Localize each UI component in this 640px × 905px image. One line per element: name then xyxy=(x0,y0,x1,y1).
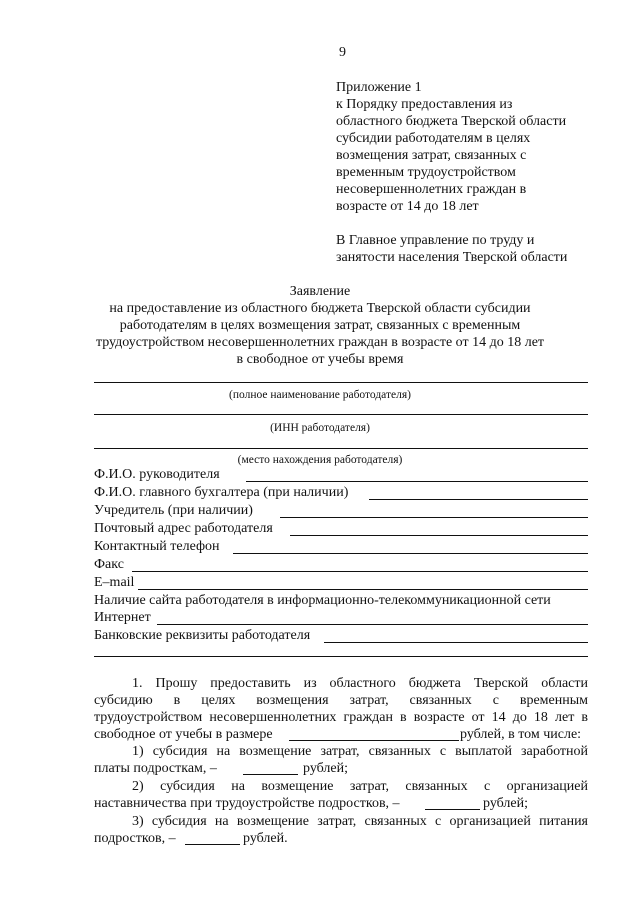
title-line: работодателям в целях возмещения затрат, связанных с временным xyxy=(119,318,521,333)
paragraph-1-line: субсидию в целях возмещения затрат, связанных с временным xyxy=(94,693,588,708)
accountant-field[interactable] xyxy=(369,499,588,500)
item-3-line: рублей. xyxy=(243,831,288,846)
total-amount-field[interactable] xyxy=(289,740,459,741)
website-label-cont: Интернет xyxy=(94,610,151,625)
addressee-line: В Главное управление по труду и xyxy=(336,233,535,248)
appendix-line: временным трудоустройством xyxy=(336,165,516,180)
item-3-line: подростков, – xyxy=(94,831,176,846)
page-number: 9 xyxy=(339,45,346,60)
item-2-line: рублей; xyxy=(483,796,528,811)
item-2-line: наставничества при трудоустройстве подростков, – xyxy=(94,796,400,811)
item-1-line: 1) субсидия на возмещение затрат, связанных с выплатой заработной xyxy=(132,744,588,759)
postal-field[interactable] xyxy=(290,535,588,536)
title-line: трудоустройством несовершеннолетних граждан в возрасте от 14 до 18 лет xyxy=(95,335,545,350)
employer-name-caption: (полное наименование работодателя) xyxy=(229,389,411,401)
appendix-line: Приложение 1 xyxy=(336,80,422,95)
mentoring-amount-field[interactable] xyxy=(425,809,480,810)
appendix-line: к Порядку предоставления из xyxy=(336,97,513,112)
employer-name-line[interactable] xyxy=(94,382,588,383)
item-3-line: 3) субсидия на возмещение затрат, связанных с организацией питания xyxy=(132,814,588,829)
addressee-line: занятости населения Тверской области xyxy=(336,250,568,265)
appendix-line: субсидии работодателям в целях xyxy=(336,131,531,146)
location-line[interactable] xyxy=(94,448,588,449)
meals-amount-field[interactable] xyxy=(185,844,240,845)
bank-label: Банковские реквизиты работодателя xyxy=(94,628,311,643)
director-label: Ф.И.О. руководителя xyxy=(94,467,220,482)
item-1-line: платы подросткам, – xyxy=(94,761,217,776)
bank-field[interactable] xyxy=(324,642,588,643)
title-line: в свободное от учебы время xyxy=(236,352,404,367)
paragraph-1-line: трудоустройством несовершеннолетних граждан в возрасте от 14 до 18 лет в xyxy=(94,710,588,725)
title-line: на предоставление из областного бюджета Тверской области субсидии xyxy=(109,301,531,316)
phone-label: Контактный телефон xyxy=(94,539,220,554)
paragraph-1-line: свободное от учебы в размере xyxy=(94,727,273,742)
fax-field[interactable] xyxy=(132,571,588,572)
inn-caption: (ИНН работодателя) xyxy=(270,422,370,434)
accountant-label: Ф.И.О. главного бухгалтера (при наличии) xyxy=(94,485,349,500)
paragraph-1-line: 1. Прошу предоставить из областного бюджета Тверской области xyxy=(132,676,588,691)
fax-label: Факс xyxy=(94,557,124,572)
phone-field[interactable] xyxy=(233,553,588,554)
bank-field-extra[interactable] xyxy=(94,656,588,657)
director-field[interactable] xyxy=(246,481,588,482)
appendix-line: несовершеннолетних граждан в xyxy=(336,182,527,197)
email-label: E–mail xyxy=(94,575,135,590)
appendix-line: возрасте от 14 до 18 лет xyxy=(336,199,479,214)
appendix-line: областного бюджета Тверской области xyxy=(336,114,567,129)
document-title xyxy=(0,283,640,368)
item-1-line: рублей; xyxy=(303,761,348,776)
salary-amount-field[interactable] xyxy=(243,774,298,775)
founder-field[interactable] xyxy=(280,517,588,518)
email-field[interactable] xyxy=(138,589,588,590)
postal-label: Почтовый адрес работодателя xyxy=(94,521,273,536)
founder-label: Учредитель (при наличии) xyxy=(94,503,253,518)
website-label: Наличие сайта работодателя в информационно-телекоммуникационной сети xyxy=(94,593,551,608)
location-caption: (место нахождения работодателя) xyxy=(237,454,403,466)
inn-line[interactable] xyxy=(94,414,588,415)
title-heading: Заявление xyxy=(289,284,351,299)
item-2-line: 2) субсидия на возмещение затрат, связанных с организацией xyxy=(132,779,588,794)
appendix-line: возмещения затрат, связанных с xyxy=(336,148,527,163)
website-field[interactable] xyxy=(157,624,588,625)
paragraph-1-line: рублей, в том числе: xyxy=(460,727,582,742)
